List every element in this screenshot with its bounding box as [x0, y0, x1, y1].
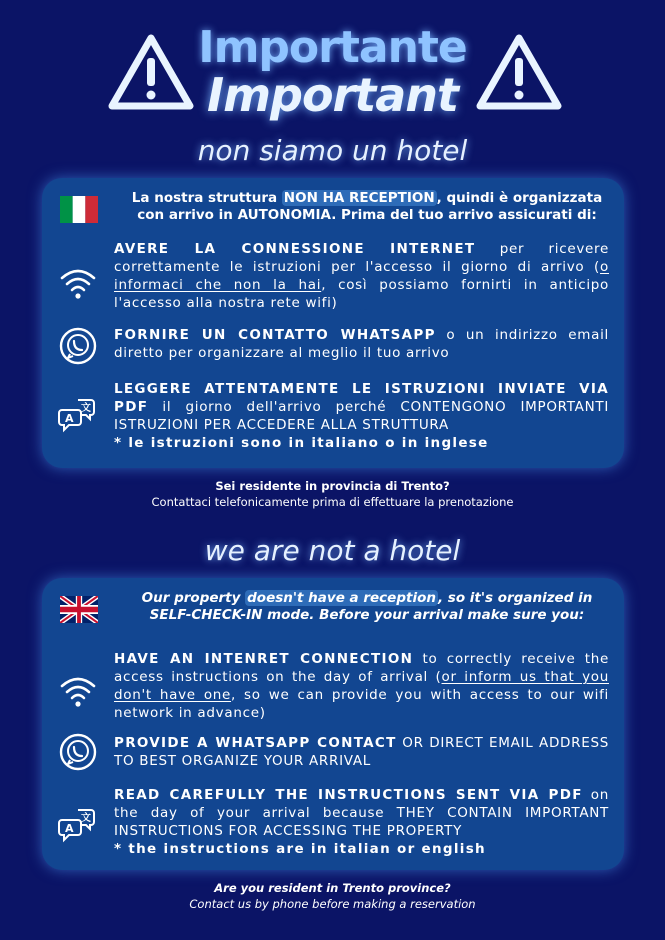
item-bold: FORNIRE UN CONTATTO WHATSAPP: [114, 327, 436, 343]
item-bold: AVERE LA CONNESSIONE INTERNET: [114, 241, 476, 257]
note-title: Sei residente in provincia di Trento?: [215, 479, 450, 493]
whatsapp-icon: [58, 732, 98, 772]
intro-text: La nostra struttura: [131, 190, 282, 206]
svg-text:文: 文: [81, 403, 91, 414]
item-body: to correctly receive the access instructions on the day of arrival (: [114, 651, 609, 685]
item-bold: HAVE AN INTENRET CONNECTION: [114, 651, 414, 667]
svg-text:A: A: [65, 412, 74, 425]
item-body: on the day of your arrival because THEY CONTAIN IMPORTANT INSTRUCTIONS FOR ACCESSING THE PROPERTY: [114, 787, 609, 839]
note-english: [0, 880, 665, 912]
whatsapp-icon: [58, 326, 98, 366]
item-text: [114, 380, 609, 452]
item-text: [114, 240, 609, 312]
card-english: [42, 578, 624, 870]
note-text: Contattaci telefonicamente prima di effettuare la prenotazione: [151, 495, 514, 509]
item-body: per ricevere correttamente le istruzioni per l'accesso il giorno di arrivo (: [114, 241, 610, 275]
item-body: o un indirizzo email diretto per organizzare al meglio il tuo arrivo: [114, 327, 610, 361]
item-text: [114, 650, 609, 722]
translate-icon: [58, 396, 98, 436]
card-italian: [42, 178, 624, 468]
item-body: OR DIRECT EMAIL ADDRESS TO BEST ORGANIZE YOUR ARRIVAL: [114, 735, 609, 769]
note-italian: [0, 478, 665, 510]
intro-text: Our property: [141, 590, 246, 606]
intro-italian: [122, 190, 612, 224]
svg-text:文: 文: [81, 813, 91, 824]
italy-flag-icon: [60, 196, 98, 223]
note-title: Are you resident in Trento province?: [214, 881, 451, 895]
intro-english: [122, 590, 612, 624]
wifi-icon: [58, 262, 98, 302]
note-text: Contact us by phone before making a reservation: [189, 897, 476, 911]
uk-flag-icon: [60, 596, 98, 623]
item-text: [114, 326, 609, 362]
item-bold: * the instructions are in italian or english: [114, 841, 486, 857]
intro-highlight: NON HA RECEPTION: [283, 190, 435, 206]
item-body: , così possiamo fornirti in anticipo l'accesso alla nostra rete wifi): [114, 277, 609, 311]
warning-triangle-icon: [474, 32, 564, 112]
item-text: [114, 786, 609, 858]
header: [0, 18, 665, 128]
title-italian: Importante: [198, 22, 467, 73]
intro-text: , quindi è organizzata con arrivo in AUTONOMIA. Prima del tuo arrivo assicurati di:: [137, 190, 603, 223]
svg-text:A: A: [65, 822, 74, 835]
item-body: il giorno dell'arrivo perché CONTENGONO IMPORTANTI ISTRUZIONI PER ACCEDERE ALLA STRUTTURA: [114, 399, 609, 433]
item-bold: LEGGERE ATTENTAMENTE LE ISTRUZIONI INVIATE VIA PDF: [114, 381, 609, 415]
title-english: Important: [206, 68, 459, 122]
item-bold: PROVIDE A WHATSAPP CONTACT: [114, 735, 397, 751]
intro-highlight: doesn't have a reception: [247, 590, 436, 606]
subtitle-english: we are not a hotel: [204, 534, 461, 567]
item-underline: o informaci che non la hai: [114, 259, 609, 293]
translate-icon: [58, 806, 98, 846]
item-bold: * le istruzioni sono in italiano o in inglese: [114, 435, 489, 451]
item-text: [114, 734, 609, 770]
item-bold: READ CAREFULLY THE INSTRUCTIONS SENT VIA PDF: [114, 787, 583, 803]
wifi-icon: [58, 670, 98, 710]
subtitle-italian: non siamo un hotel: [197, 134, 468, 167]
item-body: , so we can provide you with access to our wifi network in advance): [114, 687, 609, 721]
intro-text: , so it's organized in SELF-CHECK-IN mode. Before your arrival make sure you:: [149, 590, 593, 623]
item-underline: or inform us that you don't have one: [114, 669, 609, 703]
